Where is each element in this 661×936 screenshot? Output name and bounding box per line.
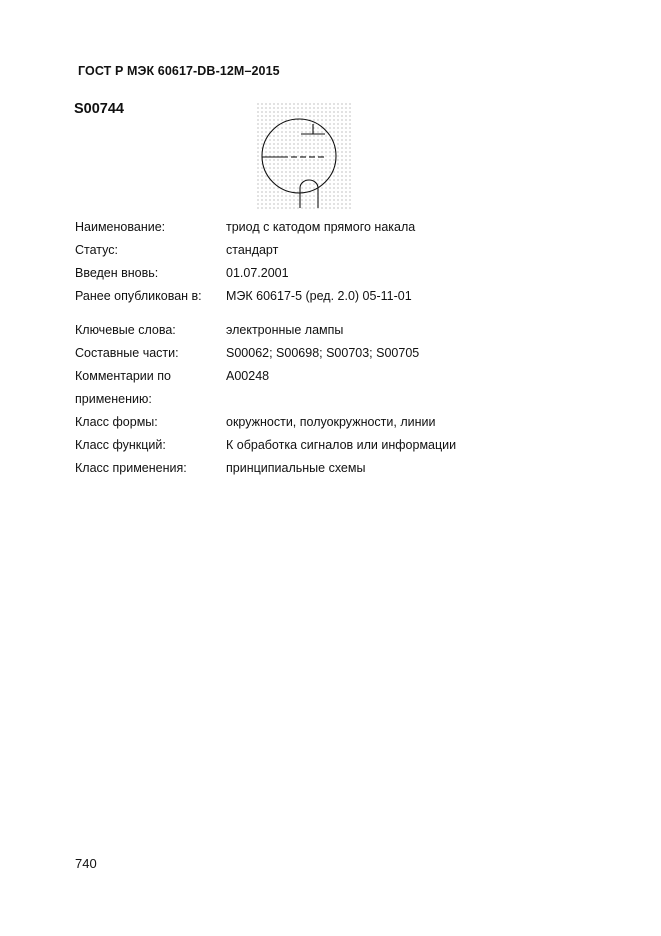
field-value: электронные лампы xyxy=(226,323,344,337)
field-label: Статус: xyxy=(75,243,118,257)
field-value: К обработка сигналов или информации xyxy=(226,438,457,452)
field-value: окружности, полуокружности, линии xyxy=(226,415,436,429)
field-label: применению: xyxy=(75,392,152,406)
field-label: Составные части: xyxy=(75,346,179,360)
field-value: триод с катодом прямого накала xyxy=(226,220,416,234)
field-value: A00248 xyxy=(226,369,270,383)
document-header: ГОСТ Р МЭК 60617-DB-12M–2015 xyxy=(78,64,280,78)
field-label: Введен вновь: xyxy=(75,266,159,280)
triode-drawing xyxy=(262,119,336,208)
field-value: S00062; S00698; S00703; S00705 xyxy=(226,346,420,360)
field-value: стандарт xyxy=(226,243,279,257)
tube-envelope xyxy=(262,119,336,193)
filament-loop xyxy=(300,180,318,192)
field-label: Класс функций: xyxy=(75,438,166,452)
field-value: 01.07.2001 xyxy=(226,266,289,280)
page-number: 740 xyxy=(75,856,97,871)
field-label: Ранее опубликован в: xyxy=(75,289,202,303)
field-label: Класс формы: xyxy=(75,415,158,429)
field-value: принципиальные схемы xyxy=(226,461,366,475)
field-label: Наименование: xyxy=(75,220,166,234)
triode-symbol-icon xyxy=(254,100,354,212)
field-value: МЭК 60617-5 (ред. 2.0) 05-11-01 xyxy=(226,289,412,303)
field-label: Комментарии по xyxy=(75,369,171,383)
field-label: Класс применения: xyxy=(75,461,187,475)
field-label: Ключевые слова: xyxy=(75,323,176,337)
symbol-code: S00744 xyxy=(74,101,124,117)
